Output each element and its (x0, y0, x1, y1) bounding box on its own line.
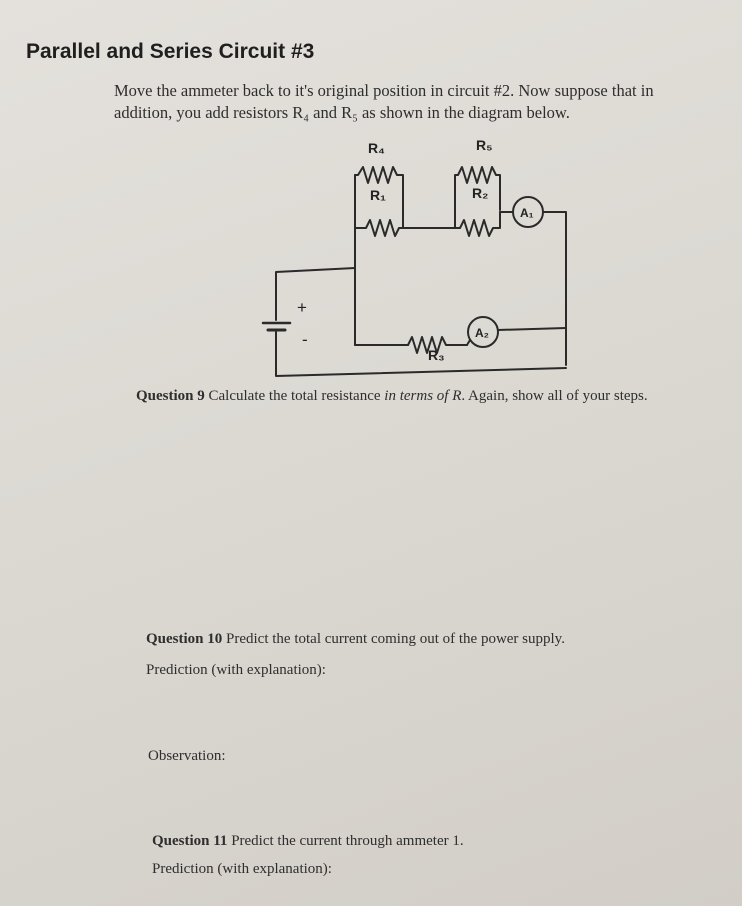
right-rail-wire (543, 212, 566, 365)
battery-top-wire (276, 268, 355, 320)
prediction-label-10: Prediction (with explanation): (146, 662, 326, 678)
page-title: Parallel and Series Circuit #3 (26, 40, 315, 63)
a2-right-wire (498, 328, 566, 330)
question-10-text: Predict the total current coming out of the power supply. (222, 631, 565, 647)
battery-minus-label: - (302, 330, 308, 349)
r4-label: R₄ (368, 140, 385, 156)
question-9-text-b: . Again, show all of your steps. (461, 388, 648, 404)
a2-left-wire (467, 340, 470, 345)
a2-label: A₂ (475, 326, 489, 340)
question-11-number: Question 11 (152, 833, 228, 849)
r1-resistor (355, 220, 403, 236)
question-9 (136, 385, 696, 407)
battery-plus-label: + (297, 298, 307, 317)
r2-label: R₂ (472, 185, 489, 201)
question-9-emphasis: in terms of R (384, 388, 462, 404)
r5-label: R₅ (476, 137, 493, 153)
r3-label: R₃ (428, 347, 445, 363)
question-11 (152, 831, 712, 851)
question-11-text: Predict the current through ammeter 1. (227, 833, 464, 849)
a1-label: A₁ (520, 206, 534, 220)
question-9-number: Question 9 (136, 388, 205, 404)
prediction-label-11: Prediction (with explanation): (152, 861, 332, 877)
question-10-number: Question 10 (146, 631, 223, 647)
observation-label: Observation: (148, 748, 226, 764)
r2-resistor (455, 212, 500, 236)
r1-label: R₁ (370, 187, 386, 203)
question-9-text-a: Calculate the total resistance (204, 388, 385, 404)
question-10 (146, 629, 706, 649)
intro-paragraph: Move the ammeter back to it's original position in circuit #2. Now suppose that in addition, you add resistors R₄ and R₅ as shown in the diagram below. (114, 81, 654, 122)
